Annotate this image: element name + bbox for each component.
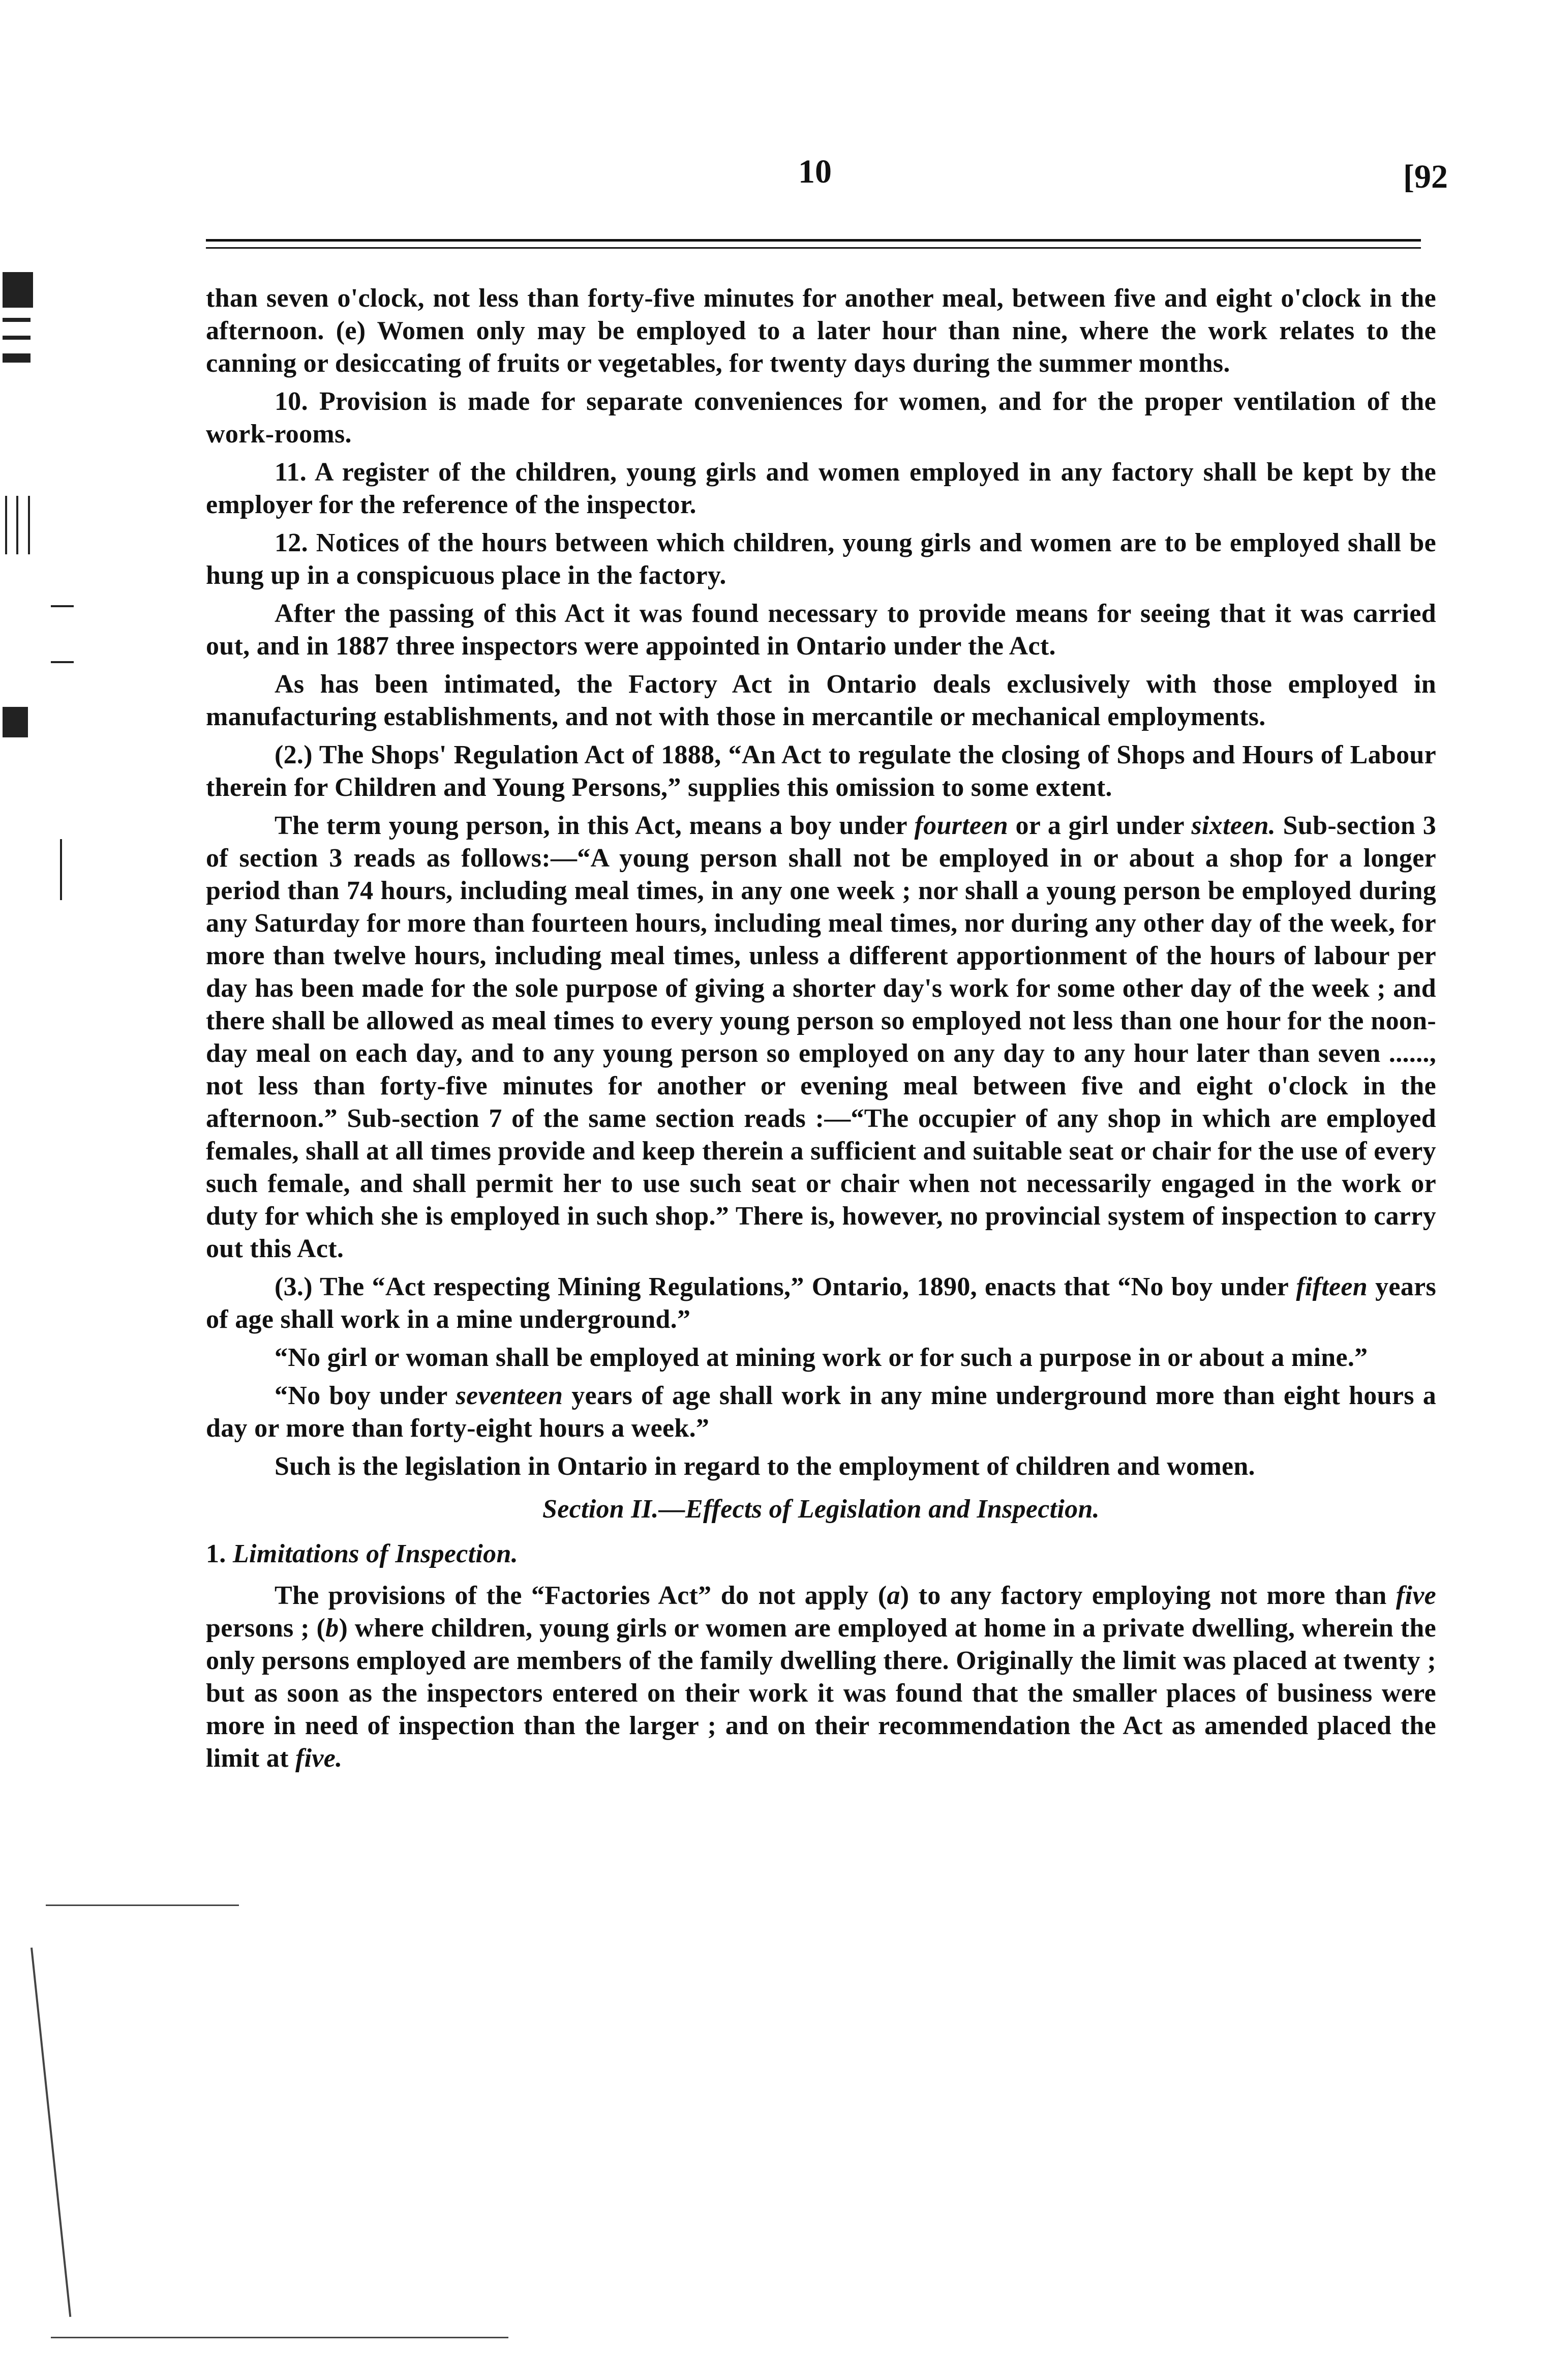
paragraph: After the passing of this Act it was found necessary to provide means for seeing that it was carried out, and in 1887 three inspectors were appointed in Ontario under the Act.: [206, 599, 1436, 661]
section-heading: Section II.—Effects of Legislation and Inspection.: [542, 1495, 1100, 1524]
header-rule: [206, 239, 1421, 242]
paragraph: 12. Notices of the hours between which children, young girls and women are to be employed shall be hung up in a conspicuous place in the factory.: [206, 528, 1436, 590]
page-reference: [92: [1403, 158, 1448, 195]
page-header: [0, 153, 1546, 209]
subheading: 1. Limitations of Inspection.: [206, 1539, 518, 1568]
paragraph: (3.) The “Act respecting Mining Regulations,” Ontario, 1890, enacts that “No boy under fifteen years of age shall work in a mine underground.”: [206, 1272, 1437, 1334]
page-number: 10: [798, 153, 832, 190]
paragraph: (2.) The Shops' Regulation Act of 1888, “An Act to regulate the closing of Shops and Hours of Labour therein for Children and Young Persons,” supplies this omission to some extent.: [206, 740, 1436, 802]
paragraph: 11. A register of the children, young girls and women employed in any factory shall be kept by the employer for the reference of the inspector.: [206, 458, 1436, 519]
paragraph: “No boy under seventeen years of age shall work in any mine underground more than eight hours a day or more than forty-eight hours a week.”: [206, 1381, 1436, 1443]
paragraph: The term young person, in this Act, means a boy under fourteen or a girl under sixteen. Sub-section 3 of section 3 reads as follows:—“A young person shall not be employed in or about a shop for a longer period than 74 hours, including meal times, in any one week ; nor shall a young person be employed during any Saturday for more than fourteen hours, including meal times, nor during any other day of the week, for more than twelve hours, including meal times, unless a different apportionment of the hours of labour per day has been made for the sole purpose of giving a shorter day's work for some other day of the week ; and there shall be allowed as meal times to every young person so employed not less than one hour for the noon-day meal on each day, and to any young person so employed on any day to any hour later than seven ......, not less than forty-five minutes for another or evening meal between five and eight o'clock in the afternoon.” Sub-section 7 of the same section reads :—“The occupier of any shop in which are employed females, shall at all times provide and keep therein a sufficient and suitable seat or chair for the use of every such female, and shall permit her to use such seat or chair when not necessarily engaged in the work or duty for which she is employed in such shop.” There is, however, no provincial system of inspection to carry out this Act.: [206, 811, 1437, 1263]
paragraph: than seven o'clock, not less than forty-five minutes for another meal, between five and eight o'clock in the afternoon. (e) Women only may be employed to a later hour than nine, where the work relates to the canning or desiccating of fruits or vegetables, for twenty days during the summer months.: [206, 284, 1436, 378]
scan-margin-marks: [0, 0, 203, 2380]
paragraph: Such is the legislation in Ontario in regard to the employment of children and women.: [275, 1452, 1255, 1481]
paragraph: “No girl or woman shall be employed at mining work or for such a purpose in or about a mine.”: [275, 1343, 1368, 1372]
paragraph: The provisions of the “Factories Act” do not apply (a) to any factory employing not more than five persons ; (b) where children, young girls or women are employed at home in a private dwelling, wherein the only persons employed are members of the family dwelling there. Originally the limit was placed at twenty ; but as soon as the inspectors entered on their work it was found that the smaller places of business were more in need of inspection than the larger ; and on their recommendation the Act as amended placed the limit at five.: [206, 1581, 1436, 1773]
header-rule-secondary: [206, 247, 1421, 249]
paragraph: 10. Provision is made for separate conveniences for women, and for the proper ventilation of the work-rooms.: [206, 387, 1436, 449]
body-text: [206, 282, 1436, 1780]
paragraph: As has been intimated, the Factory Act in Ontario deals exclusively with those employed in manufacturing establishments, and not with those in mercantile or mechanical employments.: [206, 670, 1436, 731]
